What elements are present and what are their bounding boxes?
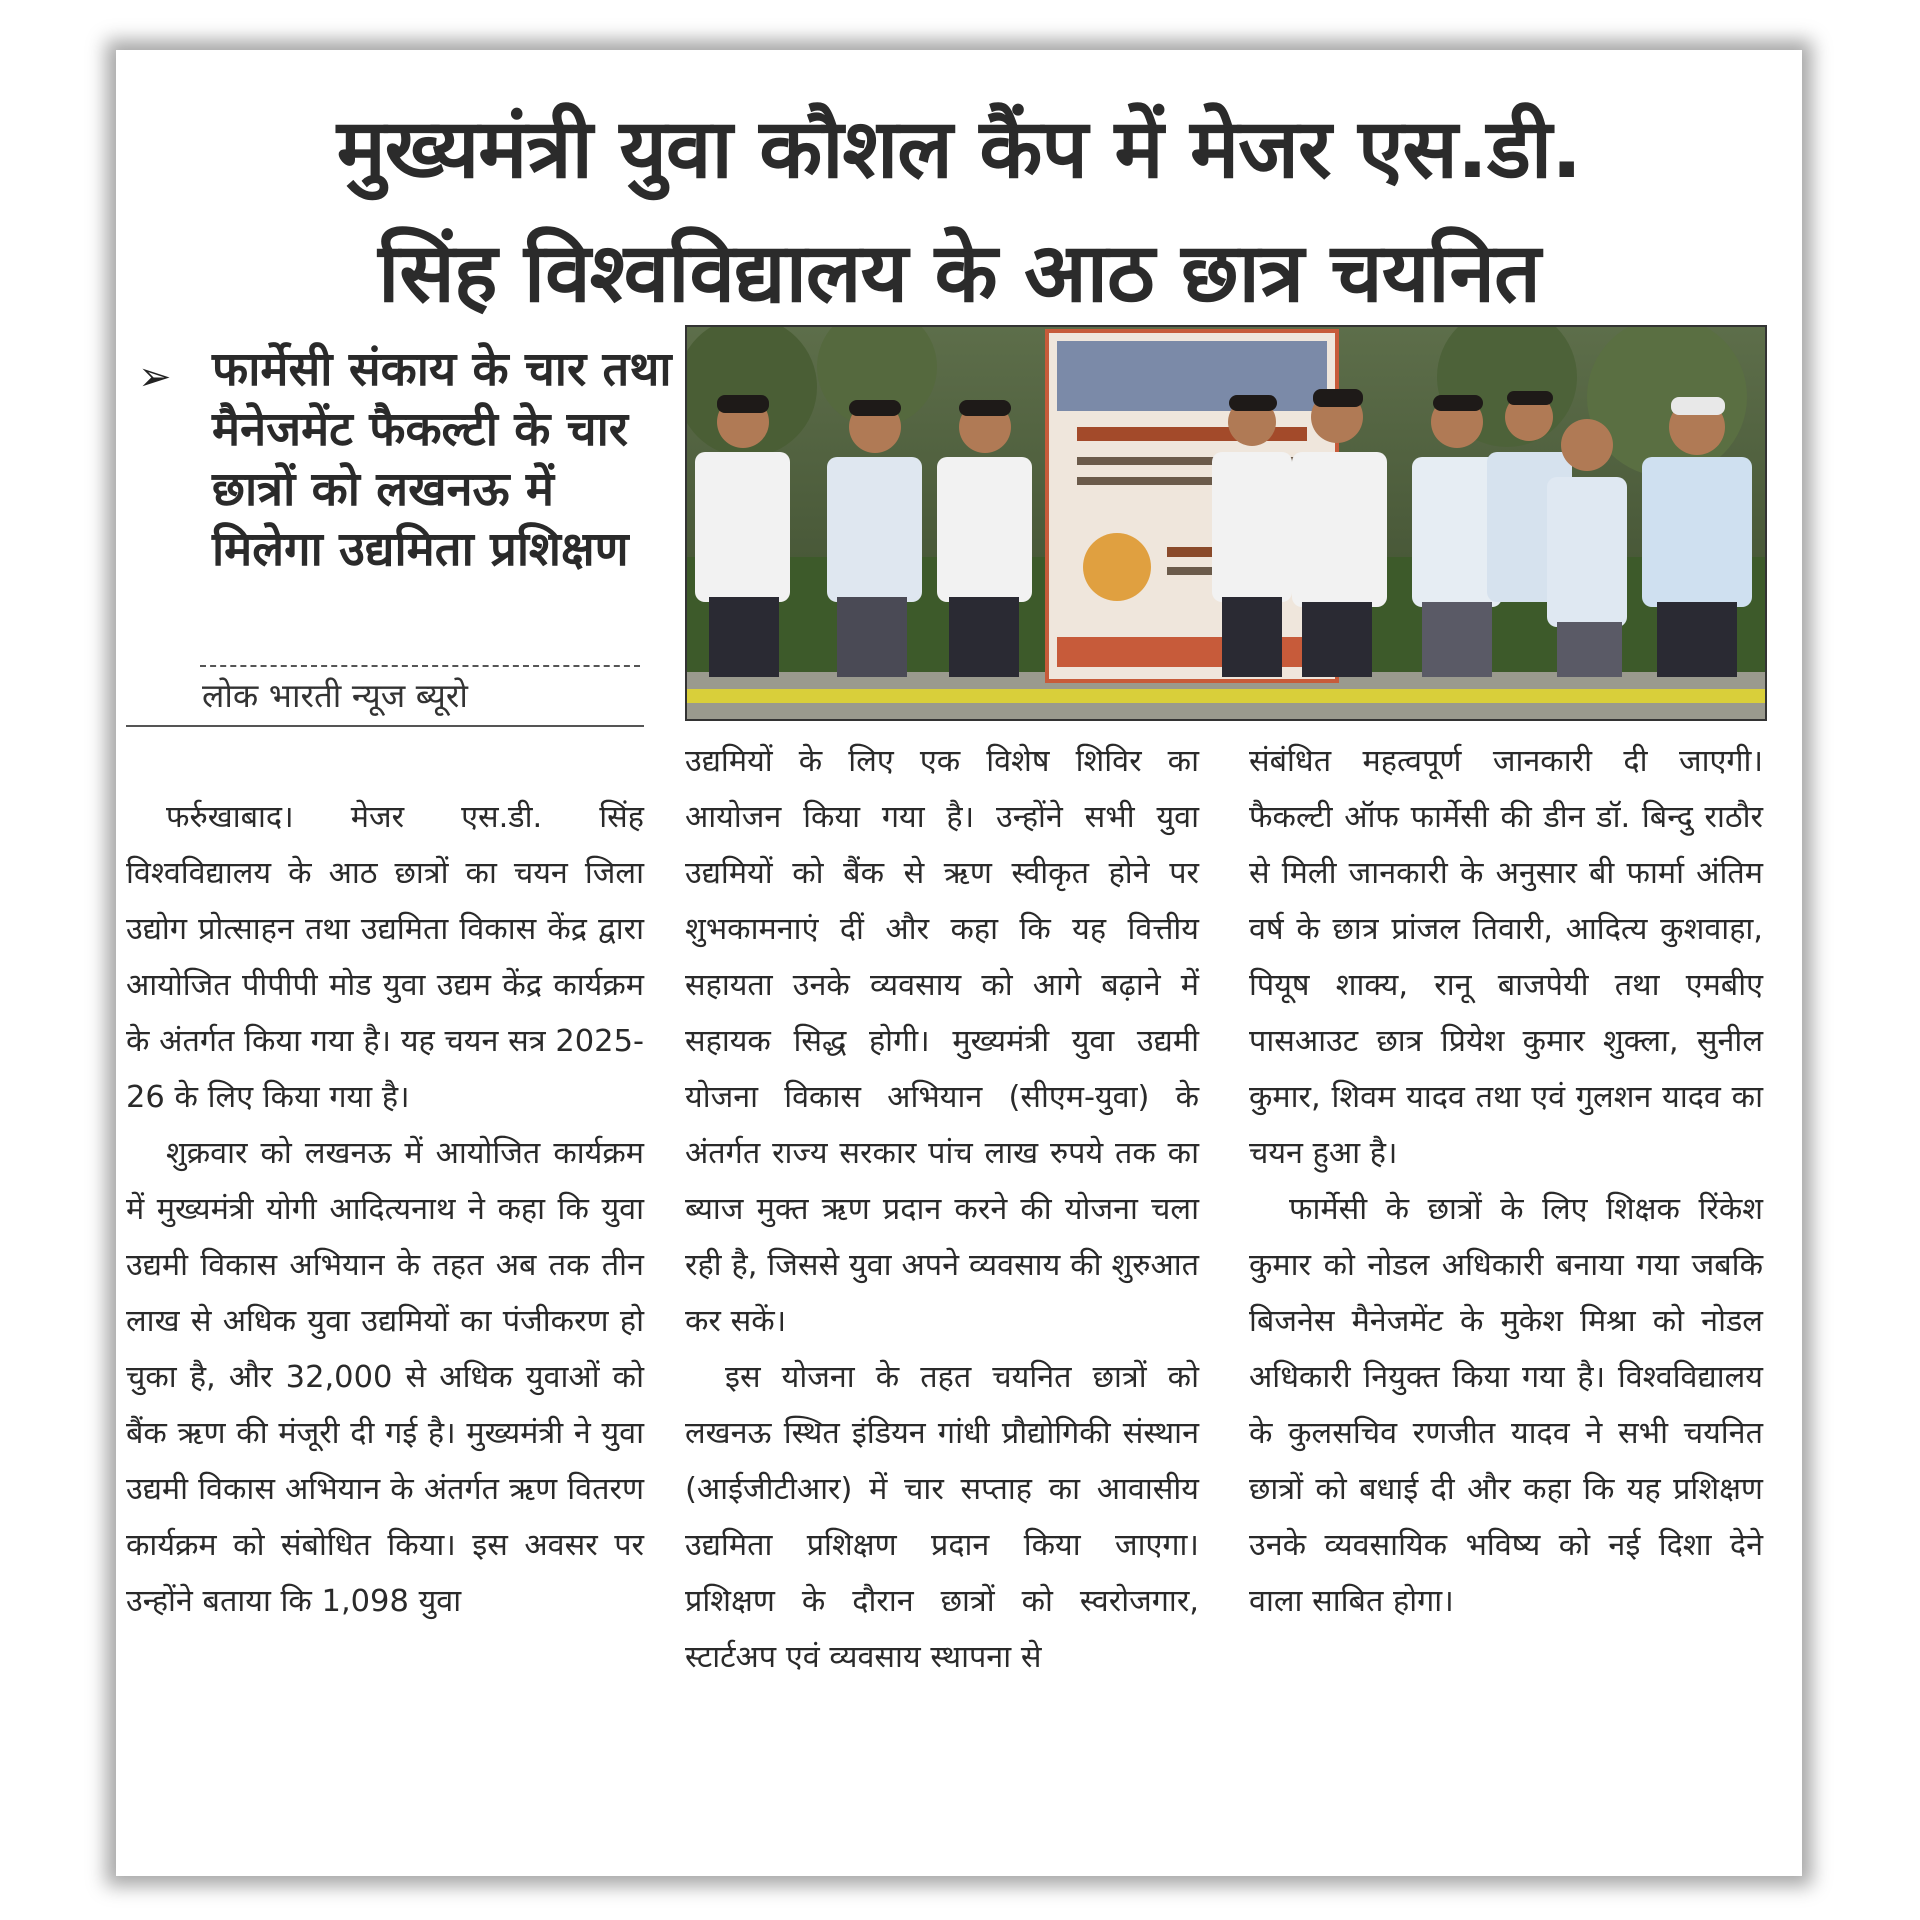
headline-line-1: मुख्यमंत्री युवा कौशल कैंप में मेजर एस.डी. [336,102,1582,197]
paragraph: इस योजना के तहत चयनित छात्रों को लखनऊ स्थित इंडियन गांधी प्रौद्योगिकी संस्थान (आईजीटीआर) में चार सप्ताह का आवासीय उद्यमिता प्रशिक्षण प्रदान किया जाएगा। प्रशिक्षण के दौरान छात्रों को स्वरोजगार, स्टार्टअप एवं व्यवसाय स्थापना से [685,1360,1199,1675]
group-photo-icon [687,327,1765,719]
subheadline-block [138,340,678,690]
article-column-1 [126,790,644,1630]
group-photo [685,325,1767,721]
article-column-3 [1249,734,1763,1630]
headline-line-2: सिंह विश्वविद्यालय के आठ छात्र चयनित [378,226,1540,321]
headline [146,88,1772,336]
paragraph: उद्यमियों के लिए एक विशेष शिविर का आयोजन किया गया है। उन्होंने सभी युवा उद्यमियों को बैंक से ऋण स्वीकृत होने पर शुभकामनाएं दीं और कहा कि यह वित्तीय सहायता उनके व्यवसाय को आगे बढ़ाने में सहायक सिद्ध होगी। मुख्यमंत्री युवा उद्यमी योजना विकास अभियान (सीएम-युवा) के अंतर्गत राज्य सरकार पांच लाख रुपये तक का ब्याज मुक्त ऋण प्रदान करने की योजना चला रही है, जिससे युवा अपने व्यवसाय की शुरुआत कर सकें। [685,744,1199,1339]
subheadline: फार्मेसी संकाय के चार तथा मैनेजमेंट फैकल्टी के चार छात्रों को लखनऊ में मिलेगा उद्यमिता प्रशिक्षण [212,342,672,577]
byline-divider-top [200,665,640,667]
byline-divider-bottom [126,725,644,727]
paragraph: शुक्रवार को लखनऊ में आयोजित कार्यक्रम में मुख्यमंत्री योगी आदित्यनाथ ने कहा कि युवा उद्यमी विकास अभियान के तहत अब तक तीन लाख से अधिक युवा उद्यमियों का पंजीकरण हो चुका है, और 32,000 से अधिक युवाओं को बैंक ऋण की मंजूरी दी गई है। मुख्यमंत्री ने युवा उद्यमी विकास अभियान के अंतर्गत ऋण वितरण कार्यक्रम को संबोधित किया। इस अवसर पर उन्होंने बताया कि 1,098 युवा [126,1136,644,1619]
article-column-2 [685,734,1199,1686]
paragraph: फार्मेसी के छात्रों के लिए शिक्षक रिंकेश कुमार को नोडल अधिकारी बनाया गया जबकि बिजनेस मैनेजमेंट के मुकेश मिश्रा को नोडल अधिकारी नियुक्त किया गया है। विश्वविद्यालय के कुलसचिव रणजीत यादव ने सभी चयनित छात्रों को बधाई दी और कहा कि यह प्रशिक्षण उनके व्यवसायिक भविष्य को नई दिशा देने वाला साबित होगा। [1249,1192,1763,1619]
paragraph: संबंधित महत्वपूर्ण जानकारी दी जाएगी। फैकल्टी ऑफ फार्मेसी की डीन डॉ. बिन्दु राठौर से मिली जानकारी के अनुसार बी फार्मा अंतिम वर्ष के छात्र प्रांजल तिवारी, आदित्य कुशवाहा, पियूष शाक्य, रानू बाजपेयी तथा एमबीए पासआउट छात्र प्रियेश कुमार शुक्ला, सुनील कुमार, शिवम यादव तथा एवं गुलशन यादव का चयन हुआ है। [1249,744,1763,1171]
byline: लोक भारती न्यूज ब्यूरो [202,676,468,715]
paragraph: फर्रुखाबाद। मेजर एस.डी. सिंह विश्वविद्यालय के आठ छात्रों का चयन जिला उद्योग प्रोत्साहन तथा उद्यमिता विकास केंद्र द्वारा आयोजित पीपीपी मोड युवा उद्यम केंद्र कार्यक्रम के अंतर्गत किया गया है। यह चयन सत्र 2025-26 के लिए किया गया है। [126,800,644,1115]
newspaper-clipping [116,50,1802,1876]
arrow-bullet-icon: ➢ [138,354,172,400]
